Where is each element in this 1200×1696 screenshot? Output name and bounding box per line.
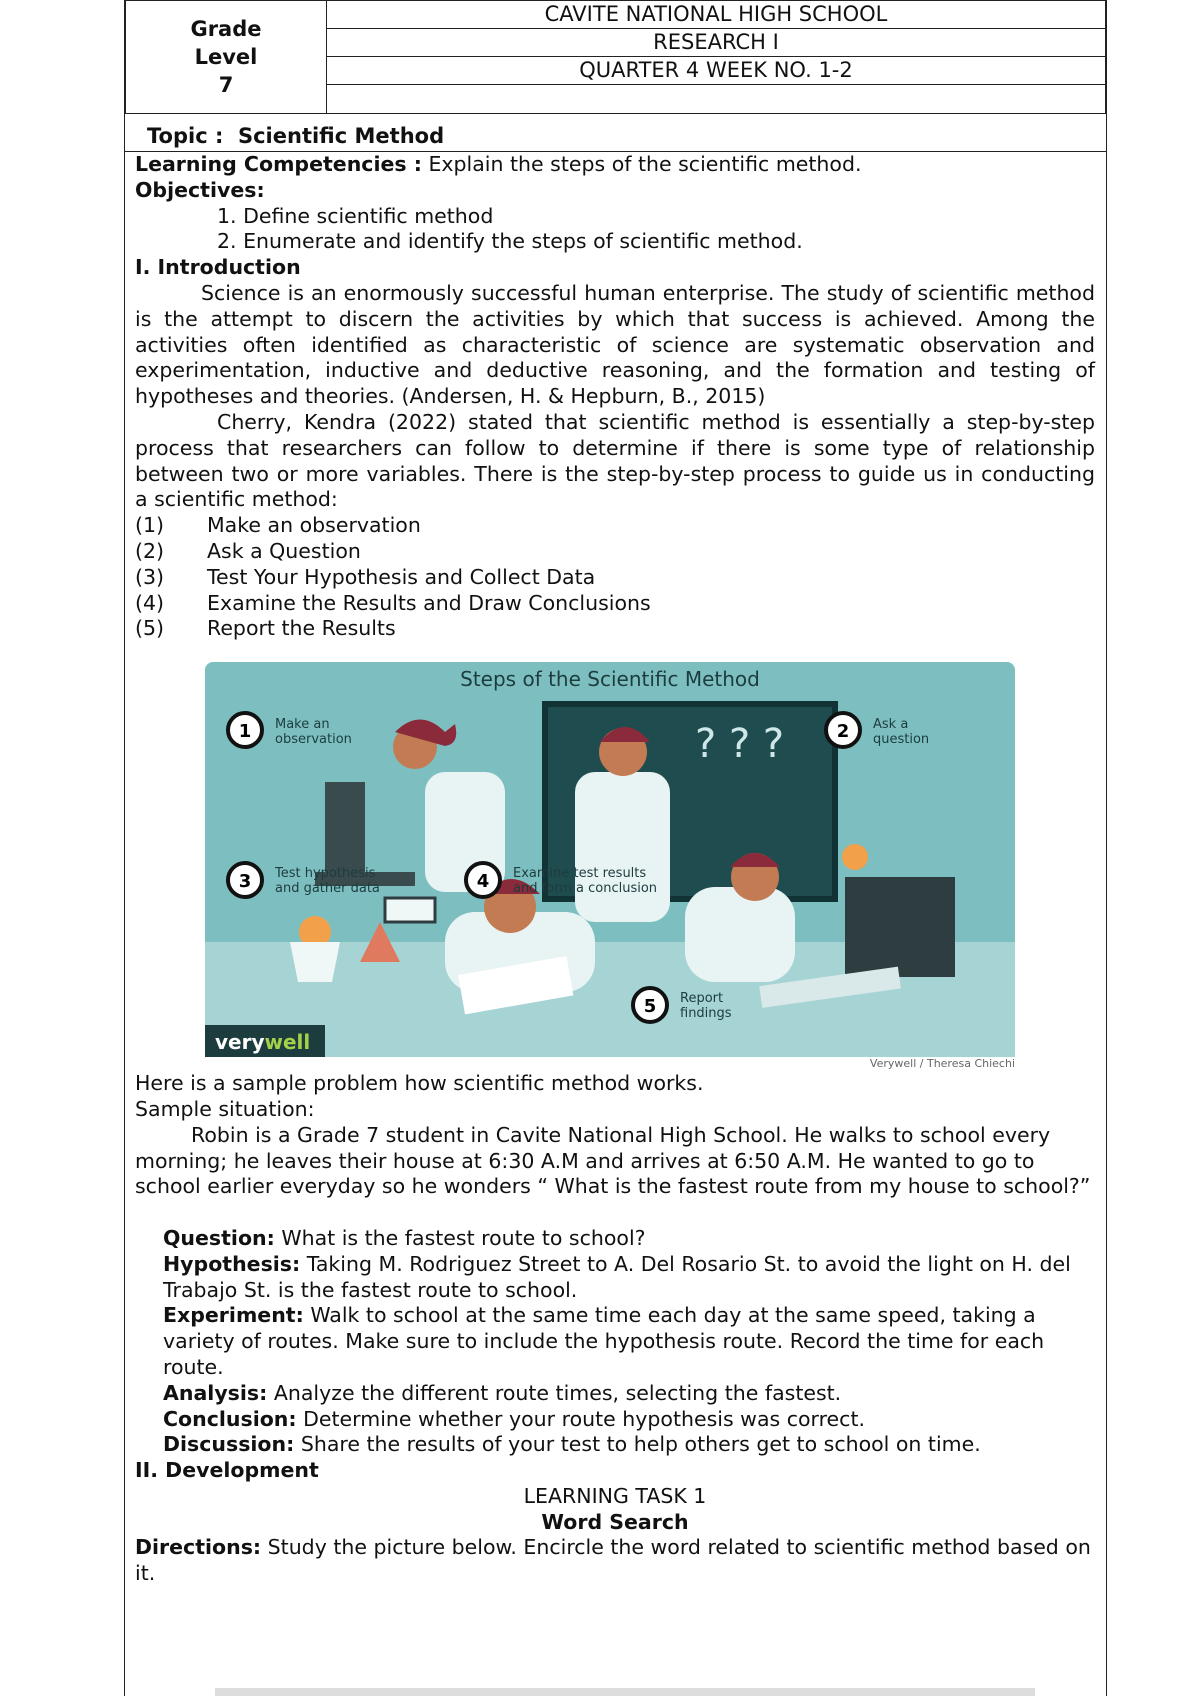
brand-logo: verywell (215, 1030, 311, 1055)
test-tube-rack (385, 898, 435, 922)
step-4-label-line-2: and form a conclusion (513, 881, 658, 897)
scientist-2-coat (575, 772, 670, 922)
school-name: CAVITE NATIONAL HIGH SCHOOL (327, 1, 1106, 29)
sample-item-experiment: Experiment: Walk to school at the same time each day at the same speed, taking a variety of routes. Make sure to include the hypothesis route. Record the time for each route. (163, 1303, 1045, 1379)
development-heading: II. Development (135, 1458, 319, 1483)
grade-number: 7 (218, 73, 234, 97)
step-4-label-line-1: Examine test results (513, 866, 647, 882)
topic-row (125, 120, 1106, 152)
introduction-paragraph-1: Science is an enormously successful human enterprise. The study of scientific method is the attempt to discern the activities by which that success is achieved. Among the activities often identified as characteristic of science are systematic observation and experimentation, inductive and deductive reasoning, and the formation and testing of hypotheses and theories. (Andersen, H. & Hepburn, B., 2015) (135, 280, 1095, 409)
grade-level-cell (126, 1, 327, 114)
sample-item-conclusion: Conclusion: Determine whether your route hypothesis was correct. (163, 1406, 865, 1431)
illustration-title: Steps of the Scientific Method (460, 667, 760, 692)
level-label: Level (194, 45, 258, 69)
introduction-heading: I. Introduction (135, 255, 301, 280)
next-picture-edge (215, 1688, 1035, 1696)
topic-label: Topic : (147, 124, 224, 148)
introduction-paragraph-2: Cherry, Kendra (2022) stated that scientific method is essentially a step-by-step process that researchers can follow to determine if there is some type of relationship between two or more variables. There is the step-by-step process to guide us in conducting a scientific method: (135, 409, 1095, 512)
sample-situation-label: Sample situation: (135, 1096, 315, 1121)
step-2-label-line-1: Ask a (873, 717, 909, 733)
step-list-item: (1) Make an observation (135, 513, 421, 538)
step-4-number: 4 (476, 871, 490, 893)
spacer (135, 1200, 1095, 1226)
computer-monitor (845, 877, 955, 977)
step-list-item: (3) Test Your Hypothesis and Collect Data (135, 564, 596, 589)
step-5-label-line-1: Report (680, 991, 724, 1007)
grade-label: Grade (190, 17, 262, 41)
sample-item-question: Question: What is the fastest route to school? (163, 1225, 646, 1250)
step-3-number: 3 (238, 871, 252, 893)
empty-header-cell (327, 85, 1106, 114)
step-2-number: 2 (836, 721, 850, 743)
quarter-week: QUARTER 4 WEEK NO. 1-2 (327, 57, 1106, 85)
step-list-item: (5) Report the Results (135, 616, 396, 641)
step-list-item: (4) Examine the Results and Draw Conclusions (135, 590, 651, 615)
objective-item: 2. Enumerate and identify the steps of scientific method. (217, 229, 803, 254)
scientist-4-coat (685, 887, 795, 982)
sample-item-analysis: Analysis: Analyze the different route times, selecting the fastest. (163, 1380, 842, 1405)
question-marks: ? ? ? (695, 721, 785, 768)
sample-item-discussion: Discussion: Share the results of your test to help others get to school on time. (163, 1432, 981, 1457)
step-list-item: (2) Ask a Question (135, 538, 361, 563)
sample-intro: Here is a sample problem how scientific method works. (135, 1071, 704, 1096)
sample-item-hypothesis: Hypothesis: Taking M. Rodriguez Street to A. Del Rosario St. to avoid the light on H. del Trabajo St. is the fastest route to school. (163, 1251, 1071, 1302)
step-3-label-line-2: and gather data (275, 881, 380, 897)
sample-situation-text: Robin is a Grade 7 student in Cavite National High School. He walks to school every morning; he leaves their house at 6:30 A.M and arrives at 6:50 A.M. He wanted to go to school earlier everyday so he wonders “ What is the fastest route from my house to school?” (135, 1122, 1091, 1199)
step-1-label-line-1: Make an (275, 717, 330, 733)
microscope (325, 782, 365, 872)
step-5-number: 5 (643, 996, 657, 1018)
competencies-text: Explain the steps of the scientific method. (421, 152, 862, 176)
content-body (135, 152, 1095, 1587)
scientific-method-illustration (205, 662, 1015, 1057)
directions-line: Directions: Study the picture below. Encircle the word related to scientific method based on it. (135, 1535, 1091, 1586)
step-5-label-line-2: findings (680, 1006, 732, 1022)
step-3-label-line-1: Test hypothesis (275, 866, 376, 882)
worksheet-page (124, 0, 1107, 1696)
step-2-label-line-2: question (873, 732, 930, 748)
learning-task-title: LEARNING TASK 1 (523, 1483, 707, 1508)
header-table (125, 0, 1106, 114)
image-credit: Verywell / Theresa Chiechi (869, 1057, 1015, 1071)
learning-task-subtitle: Word Search (541, 1509, 689, 1534)
step-1-number: 1 (238, 721, 252, 743)
competencies-label: Learning Competencies : (135, 152, 422, 176)
subject-name: RESEARCH I (327, 29, 1106, 57)
topic-value: Scientific Method (237, 124, 445, 148)
lightbulb (842, 844, 868, 870)
competencies-line (135, 152, 1095, 178)
objectives-label: Objectives: (135, 177, 265, 202)
objective-item: 1. Define scientific method (217, 203, 494, 228)
step-1-label-line-2: observation (275, 732, 352, 748)
illustration-svg (205, 662, 1015, 1057)
beaker (290, 942, 340, 982)
